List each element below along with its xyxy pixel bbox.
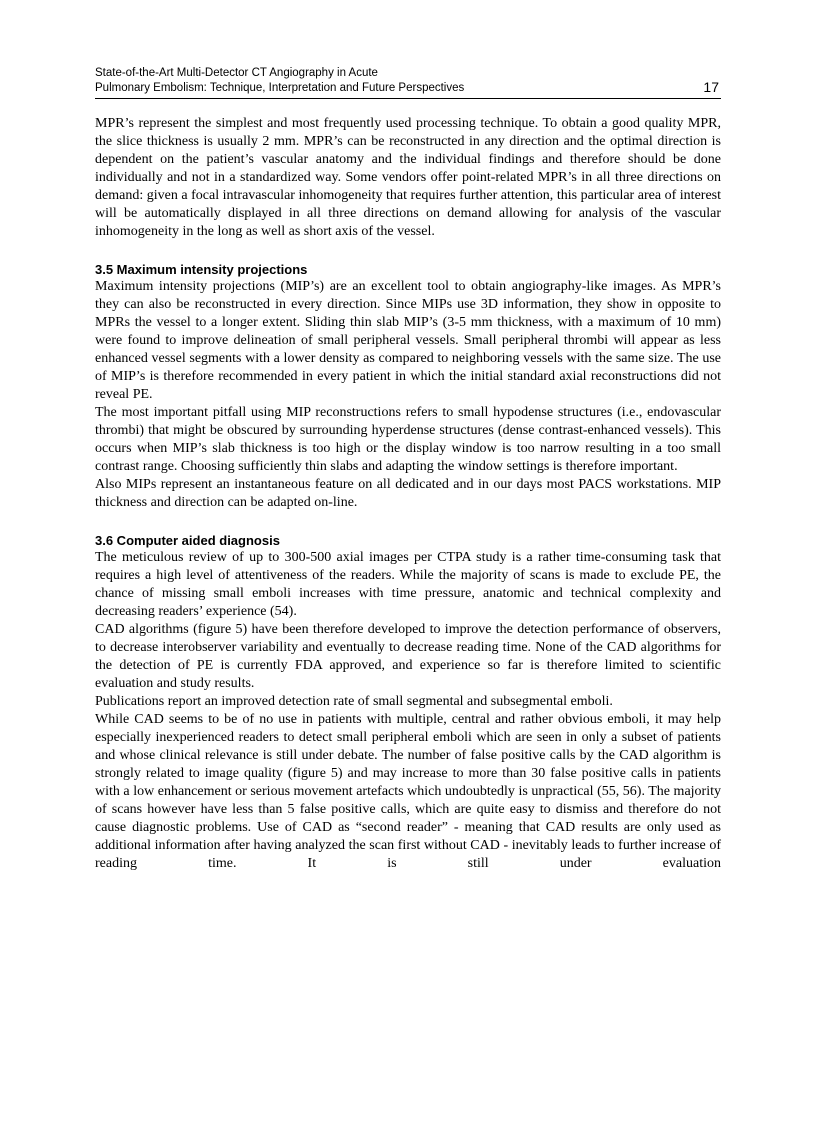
section-3-5-paragraph-1: Maximum intensity projections (MIP’s) are an excellent tool to obtain angiography-like images. As MPR’s they can also be reconstructed in every direction. Since MIPs use 3D information, they show in opposite to MPRs the vessel to a longer extent. Sliding thin slab MIP’s (3-5 mm thickness, with a maximum of 10 mm) were found to improve delineation of small peripheral vessels. Small peripheral thrombi will appear as less enhanced vessel segments with a lower density as compared to neighboring vessels with the same size. The use of MIP’s is therefore recommended in every patient in which the initial standard axial reconstructions did not reveal PE. — [95, 279, 721, 402]
page-number: 17 — [703, 79, 719, 95]
section-3-5-paragraph-2: The most important pitfall using MIP reconstructions refers to small hypodense structures (i.e., endovascular thrombi) that might be obscured by surrounding hyperdense structures (dense contrast-enhanced vessels). This occurs when MIP’s slab thickness is too high or the display window is too narrow resulting in a too small contrast range. Choosing sufficiently thin slabs and adapting the window settings is therefore important. — [95, 405, 721, 474]
section-3-5-heading: 3.5 Maximum intensity projections — [95, 262, 308, 277]
section-3-6-paragraph-1: The meticulous review of up to 300-500 axial images per CTPA study is a rather time-consuming task that requires a high level of attentiveness of the readers. While the majority of scans is made to exclude PE, the chance of missing small emboli increases with time pressure, anatomic and technical complexity and decreasing readers’ experience (54). — [95, 550, 721, 619]
header-title-line2: Pulmonary Embolism: Technique, Interpretation and Future Perspectives — [95, 82, 465, 94]
section-3-6-paragraph-2: CAD algorithms (figure 5) have been therefore developed to improve the detection performance of observers, to decrease interobserver variability and eventually to decrease reading time. None of the CAD algorithms for the detection of PE is currently FDA approved, and experience so far is therefore limited to scientific evaluation and study results. — [95, 622, 721, 691]
header-title-line1: State-of-the-Art Multi-Detector CT Angiography in Acute — [95, 67, 378, 79]
body-text — [95, 115, 721, 873]
section-3-6-paragraph-4: While CAD seems to be of no use in patients with multiple, central and rather obvious emboli, it may help especially inexperienced readers to detect small peripheral emboli which are seen in only a subset of patients and whose clinical relevance is still under debate. The number of false positive calls by the CAD algorithm is strongly related to image quality (figure 5) and may increase to more than 30 false positive calls in patients with a low enhancement or serious movement artefacts which undoubtedly is unpractical (55, 56). The majority of scans however have less than 5 false positive calls, which are quite easy to dismiss and therefore do not cause diagnostic problems. Use of CAD as “second reader” - meaning that CAD results are only used as additional information after having analyzed the scan first without CAD - inevitably leads to further increase of reading time. It is still under evaluation — [95, 712, 721, 871]
section-3-6-heading: 3.6 Computer aided diagnosis — [95, 533, 280, 548]
section-3-6-paragraph-3: Publications report an improved detection rate of small segmental and subsegmental emboli. — [95, 694, 613, 709]
page — [95, 66, 721, 873]
section-3-5-paragraph-3: Also MIPs represent an instantaneous feature on all dedicated and in our days most PACS workstations. MIP thickness and direction can be adapted on-line. — [95, 477, 721, 510]
intro-paragraph: MPR’s represent the simplest and most frequently used processing technique. To obtain a good quality MPR, the slice thickness is usually 2 mm. MPR’s can be reconstructed in any direction and the optimal direction is dependent on the patient’s vascular anatomy and the individual findings and therefore should be done individually and not in a standardized way. Some vendors offer point-related MPR’s in all three directions on demand: given a focal intravascular inhomogeneity that requires further attention, this particular area of interest will be automatically displayed in all three directions on demand allowing for analysis of the vascular inhomogeneity in the long as well as short axis of the vessel. — [95, 116, 721, 239]
running-header — [95, 66, 721, 99]
